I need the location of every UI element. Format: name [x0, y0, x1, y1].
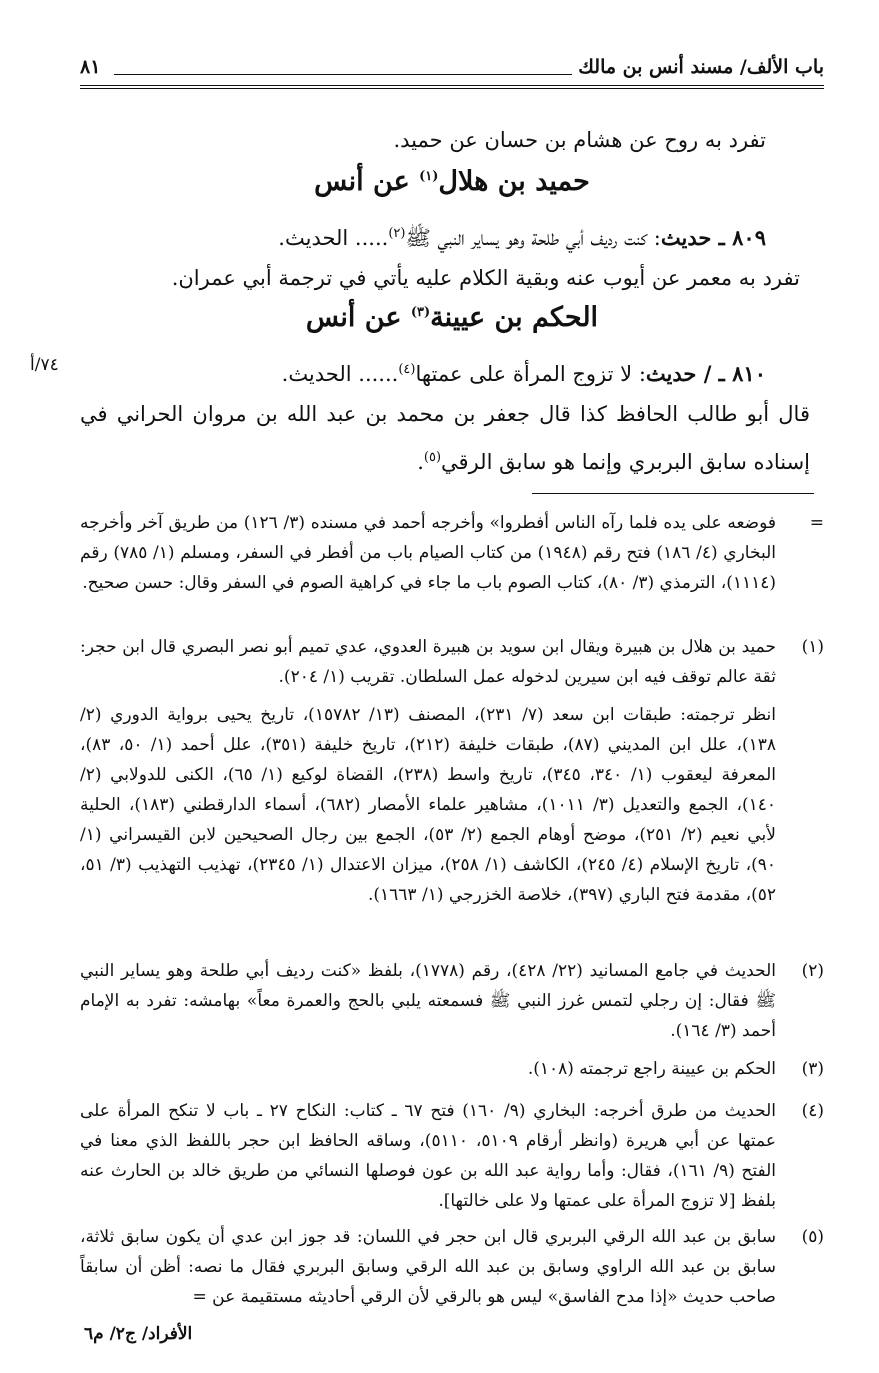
hadith-tail: ..... الحديث. [278, 226, 389, 250]
footnote-text: الحديث في جامع المسانيد (٢٢/ ٤٢٨)، رقم (١٧٧٨)، بلفظ «كنت رديف أبي طلحة وهو يساير النبي ﷺ فقال: إن رجلي لتمس غرز النبي ﷺ فسمعته يلبي بالحج والعمرة معاً» بهامشه: تفرد به الإمام أحمد (٣/ ١٦٤). [80, 961, 776, 1041]
page-number: ٨١ [80, 56, 101, 78]
footnote-number: (٢) [801, 961, 824, 981]
footnote-number: (٤) [801, 1101, 824, 1121]
footnote [80, 508, 824, 598]
footnote-text: فوضعه على يده فلما رآه الناس أفطروا» وأخرجه أحمد في مسنده (٣/ ١٢٦) من طريق آخر وأخرجه البخاري (٤/ ١٨٦) فتح رقم (١٩٤٨) من كتاب الصيام باب من أفطر في السفر، ومسلم (١/ ٧٨٥) رقم (١١١٤)، الترمذي (٣/ ٨٠)، كتاب الصوم باب ما جاء في كراهية الصوم في السفر وقال: حسن صحيح. [80, 513, 776, 593]
heading-tail: عن أنس [314, 166, 420, 197]
footnote-ref: (١) [419, 169, 439, 184]
footnote-number: (١) [801, 637, 824, 657]
footnote-text: حميد بن هلال بن هبيرة ويقال ابن سويد بن هبيرة العدوي، عدي تميم أبو نصر البصري قال ابن حجر: ثقة عالم توقف فيه ابن سيرين لدخوله عمل السلطان. تقريب (١/ ٢٠٤). [80, 637, 776, 687]
footnote-text: انظر ترجمته: طبقات ابن سعد (٧/ ٢٣١)، المصنف (١٣/ ١٥٧٨٢)، تاريخ يحيى برواية الدوري (٢/ ١٣٨)، علل ابن المديني (٨٧)، طبقات خليفة (٢١٢)، تاريخ خليفة (٣٥١)، علل أحمد (١/ ٥٠، ٨٣)، المعرفة ليعقوب (١/ ٣٤٠، ٣٤٥)، تاريخ واسط (٢٣٨)، القضاة لوكيع (١/ ٦٥)، الكنى للدولابي (٢/ ١٤٠)، الجمع والتعديل (٣/ ١٠١١)، مشاهير علماء الأمصار (٦٨٢)، أسماء الدارقطني (١٨٣)، الحلية لأبي نعيم (٢/ ٢٥١)، موضح أوهام الجمع (٢/ ٥٣)، الجمع بين رجال الصحيحين لابن القيسراني (١/ ٩٠)، تاريخ الإسلام (٤/ ٢٤٥)، الكاشف (١/ ٢٥٨)، ميزان الاعتدال (١/ ٢٣٤٥)، تهذيب التهذيب (٣/ ٥١، ٥٢)، مقدمة فتح الباري (٣٩٧)، خلاصة الخزرجي (١/ ١٦٦٣). [80, 705, 777, 905]
heading-tail: عن أنس [305, 302, 411, 333]
hadith-text: : كنت رديف أبي طلحة وهو يساير النبي ﷺ [405, 226, 661, 250]
footnote [80, 1096, 824, 1216]
footnote [80, 632, 824, 910]
hadith-entry [200, 348, 766, 396]
footnote-text: الحديث من طرق أخرجه: البخاري (٩/ ١٦٠) فتح ٦٧ ـ كتاب: النكاح ٢٧ ـ باب لا تنكح المرأة على عمتها عن أبي هريرة (وانظر أرقام ٥١٠٩، ٥١١٠)، وساقه الحافظ ابن حجر باللفظ الذي معنا في الفتح (٩/ ١٦١)، فقال: وأما رواية عبد الله بن عون فوصلها النسائي من طريق خالد بن الحارث عنه بلفظ [لا تزوج المرأة على عمتها ولا على خالتها]. [80, 1101, 777, 1211]
footnote-ref: (٢) [388, 226, 406, 241]
footnote-ref: (٤) [398, 362, 416, 377]
hadith-text: : لا تزوج المرأة على عمتها [415, 362, 646, 386]
hadith-label: حديث [645, 361, 697, 386]
printer-signature: الأفراد/ ج٢/ م٦ [84, 1324, 193, 1344]
hadith-entry [80, 212, 766, 260]
running-header [80, 48, 824, 88]
paragraph-end: . [417, 450, 424, 474]
paragraph-text: تفرد به روح عن هشام بن حسان عن حميد. [393, 128, 766, 152]
footnote [80, 956, 824, 1046]
footnote-number: (٣) [801, 1059, 824, 1079]
paragraph-text: تفرد به معمر عن أيوب عنه وبقية الكلام عليه يأتي في ترجمة أبي عمران. [171, 266, 800, 290]
header-rule [114, 74, 572, 75]
body-paragraph [80, 118, 766, 162]
margin-manuscript-ref: ٧٤/أ [30, 355, 59, 375]
header-double-rule [80, 85, 824, 89]
hadith-number: ٨٠٩ ـ [711, 225, 766, 250]
footnote-separator [532, 493, 814, 494]
footnote-text: سابق بن عبد الله الرقي البربري قال ابن حجر في اللسان: قد جوز ابن عدي أن يكون سابق ثلاثة، سابق بن عبد الله الراوي وسابق بن عبد الله الرقي وسابق البربري فقال ما نصه: أظن أن سابقاً صاحب حديث «إذا مدح الفاسق» ليس هو بالرقي لأن الرقي أحاديثه مستقيمة عن = [80, 1227, 776, 1307]
body-paragraph [80, 392, 810, 484]
hadith-label: حديث [660, 225, 712, 250]
heading-text: الحكم بن عيينة [430, 302, 599, 333]
footnote-ref: (٣) [410, 305, 431, 320]
footnote-number: (٥) [801, 1227, 824, 1247]
footnote-text: الحكم بن عيينة راجع ترجمته (١٠٨). [527, 1059, 776, 1079]
footnote [80, 1054, 824, 1084]
paragraph-text: قال أبو طالب الحافظ كذا قال جعفر بن محمد بن عبد الله بن مروان الحراني في إسناده سابق البربري وإنما هو سابق الرقي [80, 402, 810, 474]
footnote-ref: (٥) [423, 450, 442, 465]
section-heading [80, 302, 824, 333]
hadith-number: ٨١٠ ـ / [696, 361, 766, 386]
footnote-number: = [809, 513, 824, 533]
header-title: باب الألف/ مسند أنس بن مالك [578, 56, 824, 78]
footnote [80, 1222, 824, 1312]
section-heading [80, 166, 824, 197]
heading-text: حميد بن هلال [438, 166, 590, 197]
hadith-tail: ...... الحديث. [281, 362, 399, 386]
body-paragraph [80, 256, 800, 300]
